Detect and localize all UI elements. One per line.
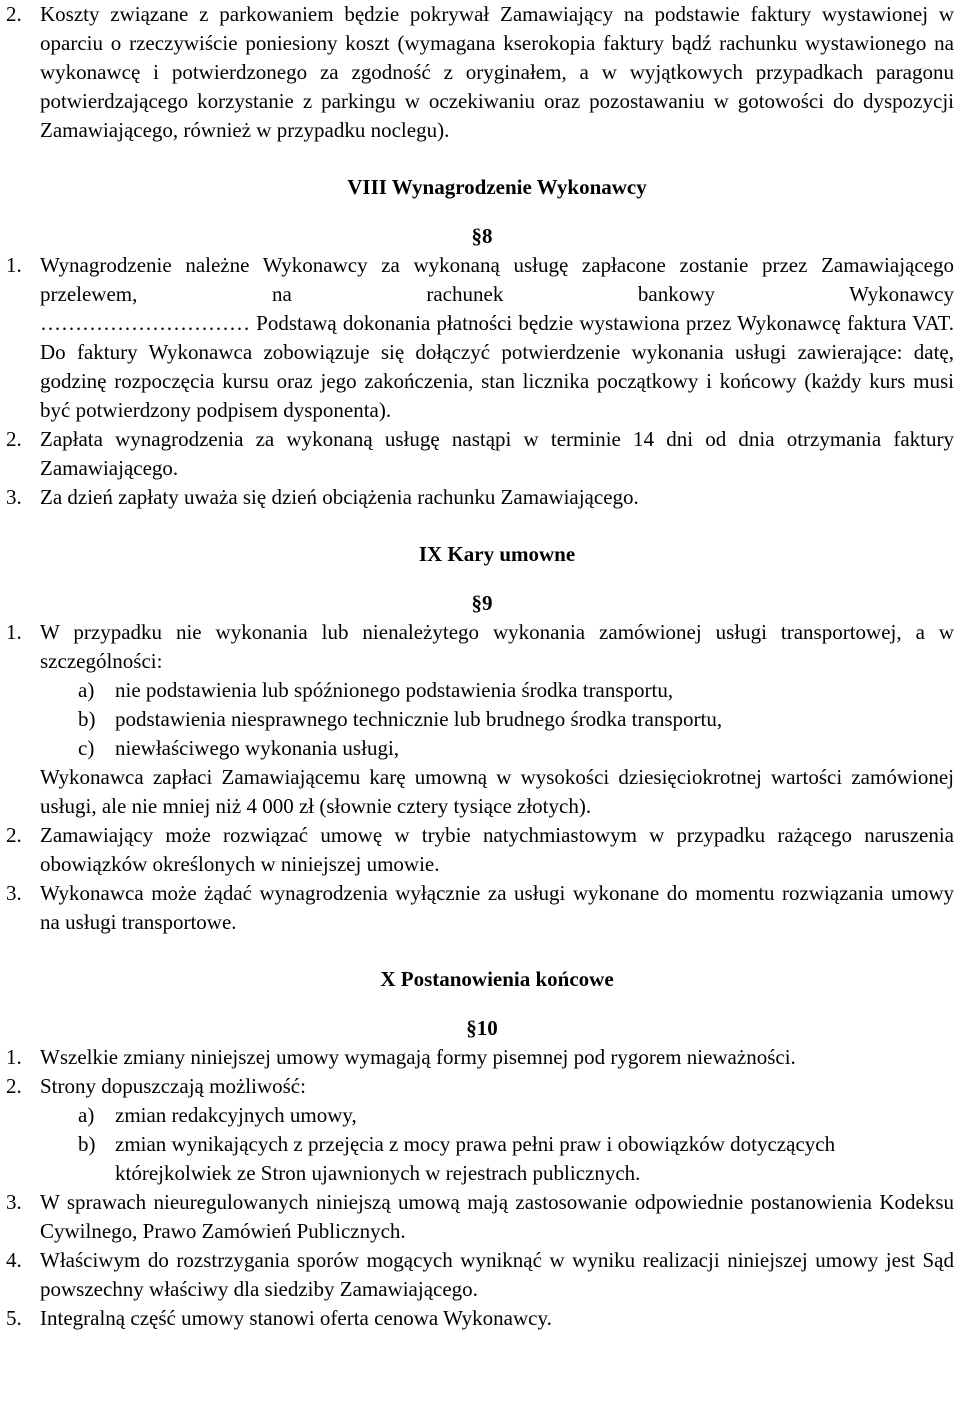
sub-item (0, 676, 954, 705)
clause-text: Wszelkie zmiany niniejszej umowy wymagają formy pisemnej pod rygorem nieważności. (40, 1045, 796, 1069)
clause-number: 2. (6, 1074, 22, 1098)
clause-item (0, 1043, 954, 1072)
clause-text: Strony dopuszczają możliwość: (40, 1074, 306, 1098)
clause-text-continued: ………………………… Podstawą dokonania płatności będzie wystawiona przez Wykonawcę faktura VAT. Do faktury Wykonawca zobowiązuje się dołączyć potwierdzenie wykonania usługi zawierające: datę, godzinę rozpoczęcia kursu oraz jego zakończenia, stan licznika początkowy i końcowy (każdy kurs musi być potwierdzony podpisem dysponenta). (40, 311, 954, 422)
clause-text: Koszty związane z parkowaniem będzie pokrywał Zamawiający na podstawie faktury wystawionej w oparciu o rzeczywiście poniesiony koszt (wymagana kserokopia faktury bądź rachunku wystawionego na wykonawcę i potwierdzonego za zgodność z oryginałem, a w wyjątkowych przypadkach paragonu potwierdzającego korzystanie z parkingu w oczekiwaniu oraz pozostawaniu w gotowości do dyspozycji Zamawiającego, również w przypadku noclegu). (40, 2, 954, 142)
paragraph-number: 9 (482, 591, 493, 615)
sub-item-text: niewłaściwego wykonania usługi, (115, 736, 400, 760)
section-heading-ix: IX Kary umowne (418, 542, 576, 566)
sub-item-letter: a) (78, 678, 95, 702)
section-heading-x: X Postanowienia końcowe (380, 967, 614, 991)
clause-item (0, 0, 954, 145)
sub-item-letter: b) (78, 707, 96, 731)
sub-item (0, 1101, 954, 1130)
paragraph-mark-8: §8 (471, 224, 493, 248)
clause-item (0, 1188, 954, 1246)
clause-text: Zamawiający może rozwiązać umowę w trybie natychmiastowym w przypadku rażącego naruszenia obowiązków określonych w niniejszej umowie. (40, 823, 954, 876)
sub-item-letter: a) (78, 1103, 95, 1127)
clause-text: W przypadku nie wykonania lub nienależytego wykonania zamówionej usługi transportowej, a w szczególności: (40, 620, 954, 673)
paragraph-mark-10: §10 (466, 1016, 498, 1040)
clause-number: 5. (6, 1306, 22, 1330)
clause-number: 3. (6, 485, 22, 509)
section-heading-viii: VIII Wynagrodzenie Wykonawcy (347, 175, 647, 199)
paragraph-number: 8 (482, 224, 493, 248)
clause-number: 1. (6, 620, 22, 644)
clause-text: Właściwym do rozstrzygania sporów mogących wyniknąć w wyniku realizacji niniejszej umowy jest Sąd powszechny właściwy dla siedziby Zamawiającego. (40, 1248, 954, 1301)
clause-item (0, 483, 954, 512)
clause-item (0, 618, 954, 676)
clause-continuation: Wykonawca zapłaci Zamawiającemu karę umowną w wysokości dziesięciokrotnej wartości zamówionej usługi, ale nie mniej niż 4 000 zł (słownie cztery tysiące złotych). (40, 765, 954, 818)
clause-item (0, 1072, 954, 1101)
clause-number: 1. (6, 253, 22, 277)
clause-text: Za dzień zapłaty uważa się dzień obciążenia rachunku Zamawiającego. (40, 485, 639, 509)
clause-item (0, 425, 954, 483)
clause-number: 3. (6, 881, 22, 905)
clause-number: 2. (6, 823, 22, 847)
sub-item-text: zmian redakcyjnych umowy, (115, 1103, 357, 1127)
clause-text (40, 251, 954, 425)
sub-item-letter: b) (78, 1132, 96, 1156)
clause-number: 2. (6, 2, 22, 26)
clause-number: 1. (6, 1045, 22, 1069)
clause-text: Integralną część umowy stanowi oferta cenowa Wykonawcy. (40, 1306, 552, 1330)
clause-number: 4. (6, 1248, 22, 1272)
sub-item-letter: c) (78, 736, 95, 760)
clause-text: Wykonawca może żądać wynagrodzenia wyłącznie za usługi wykonane do momentu rozwiązania umowy na usługi transportowe. (40, 881, 954, 934)
sub-item (0, 1130, 954, 1188)
sub-item-text: podstawienia niesprawnego technicznie lub brudnego środka transportu, (115, 707, 723, 731)
clause-number: 2. (6, 427, 22, 451)
clause-number: 3. (6, 1190, 22, 1214)
paragraph-mark-9: §9 (471, 591, 493, 615)
clause-item (0, 1304, 954, 1333)
clause-item (0, 1246, 954, 1304)
paragraph-number: 10 (476, 1016, 498, 1040)
clause-text: Zapłata wynagrodzenia za wykonaną usługę nastąpi w terminie 14 dni od dnia otrzymania faktury Zamawiającego. (40, 427, 954, 480)
sub-item (0, 705, 954, 734)
sub-item (0, 734, 954, 763)
clause-text-line: Wynagrodzenie należne Wykonawcy za wykonaną usługę zapłacone zostanie przez Zamawiającego przelewem, na rachunek bankowy Wykonawcy (40, 253, 954, 306)
sub-item-text: zmian wynikających z przejęcia z mocy prawa pełni praw i obowiązków dotyczących którejkolwiek ze Stron ujawnionych w rejestrach publicznych. (115, 1132, 836, 1185)
clause-item (0, 879, 954, 937)
sub-item-text: nie podstawienia lub spóźnionego podstawienia środka transportu, (115, 678, 674, 702)
clause-text: W sprawach nieuregulowanych niniejszą umową mają zastosowanie odpowiednie postanowienia Kodeksu Cywilnego, Prawo Zamówień Publicznych. (40, 1190, 954, 1243)
clause-item (0, 821, 954, 879)
clause-item (0, 251, 954, 425)
